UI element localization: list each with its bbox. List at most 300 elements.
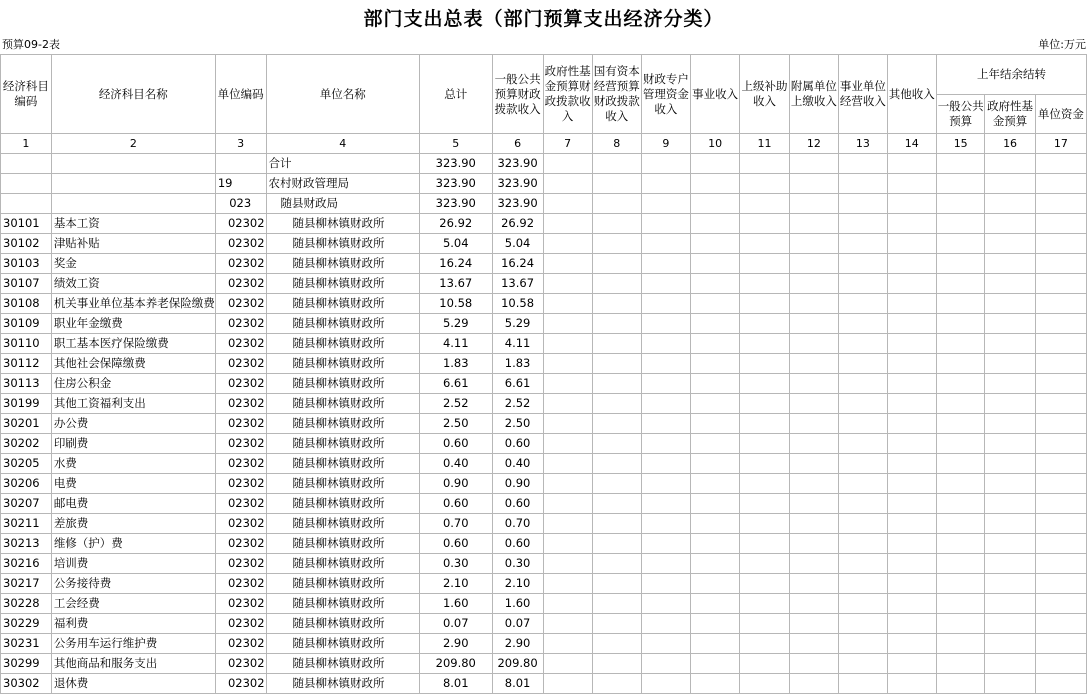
empty-cell [985,234,1035,254]
empty-cell [789,514,838,534]
empty-cell [641,534,690,554]
econ-name-cell: 邮电费 [51,494,215,514]
empty-cell [690,394,739,414]
total-cell: 16.24 [419,254,492,274]
total-cell: 13.67 [419,274,492,294]
empty-cell [985,594,1035,614]
empty-cell [740,394,789,414]
empty-cell [592,174,641,194]
general-budget-cell: 26.92 [492,214,543,234]
empty-cell [839,254,887,274]
general-budget-cell: 2.10 [492,574,543,594]
unit-name-cell: 随县柳林镇财政所 [266,494,419,514]
unit-code-cell: 02302 [215,314,266,334]
empty-cell [1035,334,1086,354]
empty-cell [985,214,1035,234]
unit-name-cell: 随县柳林镇财政所 [266,234,419,254]
econ-code-cell [1,194,52,214]
empty-cell [543,174,592,194]
empty-cell [839,674,887,694]
unit-code-cell: 02302 [215,354,266,374]
unit-code-cell: 02302 [215,574,266,594]
empty-cell [641,454,690,474]
empty-cell [887,334,936,354]
empty-cell [839,654,887,674]
econ-code-cell: 30109 [1,314,52,334]
column-number: 13 [839,134,887,154]
empty-cell [690,334,739,354]
total-cell: 26.92 [419,214,492,234]
empty-cell [740,634,789,654]
table-row [1,434,1087,454]
column-number: 15 [936,134,984,154]
general-budget-cell: 0.30 [492,554,543,574]
empty-cell [839,194,887,214]
general-budget-cell: 2.90 [492,634,543,654]
econ-name-cell: 退休费 [51,674,215,694]
econ-name-cell: 其他商品和服务支出 [51,654,215,674]
empty-cell [985,474,1035,494]
unit-code-cell: 02302 [215,454,266,474]
econ-name-cell: 公务用车运行维护费 [51,634,215,654]
econ-code-cell: 30112 [1,354,52,374]
empty-cell [592,394,641,414]
empty-cell [887,174,936,194]
empty-cell [1035,574,1086,594]
econ-code-cell: 30213 [1,534,52,554]
empty-cell [1035,154,1086,174]
empty-cell [740,374,789,394]
empty-cell [789,234,838,254]
header-econ-name: 经济科目名称 [51,55,215,134]
total-cell: 209.80 [419,654,492,674]
empty-cell [641,554,690,574]
empty-cell [592,194,641,214]
table-row [1,254,1087,274]
unit-name-cell: 随县柳林镇财政所 [266,254,419,274]
header-affiliated: 附属单位上缴收入 [789,55,838,134]
empty-cell [985,314,1035,334]
table-body [1,154,1087,694]
empty-cell [543,154,592,174]
empty-cell [592,454,641,474]
column-number: 7 [543,134,592,154]
empty-cell [690,294,739,314]
empty-cell [1035,494,1086,514]
empty-cell [641,174,690,194]
empty-cell [690,574,739,594]
empty-cell [592,254,641,274]
econ-name-cell: 住房公积金 [51,374,215,394]
empty-cell [740,574,789,594]
empty-cell [690,274,739,294]
econ-code-cell: 30228 [1,594,52,614]
empty-cell [839,374,887,394]
general-budget-cell: 5.04 [492,234,543,254]
empty-cell [641,334,690,354]
empty-cell [690,414,739,434]
empty-cell [690,174,739,194]
empty-cell [641,374,690,394]
empty-cell [839,394,887,414]
table-row [1,674,1087,694]
empty-cell [592,214,641,234]
unit-name-cell: 随县柳林镇财政所 [266,314,419,334]
empty-cell [1035,454,1086,474]
empty-cell [1035,674,1086,694]
general-budget-cell: 2.50 [492,414,543,434]
empty-cell [839,474,887,494]
unit-code-cell: 02302 [215,554,266,574]
unit-code-cell: 02302 [215,494,266,514]
unit-name-cell: 随县柳林镇财政所 [266,374,419,394]
unit-name-cell: 合计 [266,154,419,174]
econ-name-cell: 公务接待费 [51,574,215,594]
empty-cell [985,434,1035,454]
unit-code-cell [215,154,266,174]
empty-cell [887,534,936,554]
empty-cell [839,354,887,374]
empty-cell [543,674,592,694]
empty-cell [936,674,984,694]
empty-cell [592,294,641,314]
unit-code-cell: 02302 [215,434,266,454]
header-business-operation: 事业单位经营收入 [839,55,887,134]
table-row [1,374,1087,394]
unit-name-cell: 随县柳林镇财政所 [266,634,419,654]
empty-cell [936,554,984,574]
unit-name-cell: 随县财政局 [266,194,419,214]
empty-cell [1035,354,1086,374]
unit-label: 单位:万元 [1038,38,1086,51]
empty-cell [641,594,690,614]
econ-code-cell: 30302 [1,674,52,694]
econ-name-cell: 奖金 [51,254,215,274]
empty-cell [740,674,789,694]
empty-cell [641,494,690,514]
empty-cell [887,574,936,594]
sub-header-row [0,36,1087,53]
total-cell: 0.07 [419,614,492,634]
header-business-income: 事业收入 [690,55,739,134]
total-cell: 0.90 [419,474,492,494]
empty-cell [543,314,592,334]
general-budget-cell: 323.90 [492,194,543,214]
column-number-row [1,134,1087,154]
empty-cell [789,174,838,194]
empty-cell [887,394,936,414]
empty-cell [592,234,641,254]
empty-cell [690,474,739,494]
general-budget-cell: 4.11 [492,334,543,354]
general-budget-cell: 323.90 [492,174,543,194]
empty-cell [789,194,838,214]
general-budget-cell: 0.07 [492,614,543,634]
empty-cell [887,254,936,274]
empty-cell [936,634,984,654]
empty-cell [789,354,838,374]
empty-cell [641,154,690,174]
empty-cell [887,434,936,454]
general-budget-cell: 209.80 [492,654,543,674]
empty-cell [543,274,592,294]
unit-code-cell: 02302 [215,294,266,314]
empty-cell [1035,634,1086,654]
column-number: 2 [51,134,215,154]
empty-cell [592,334,641,354]
empty-cell [936,394,984,414]
empty-cell [543,574,592,594]
table-row [1,394,1087,414]
econ-code-cell: 30229 [1,614,52,634]
empty-cell [592,274,641,294]
empty-cell [936,574,984,594]
econ-code-cell: 30199 [1,394,52,414]
empty-cell [740,274,789,294]
unit-code-cell: 02302 [215,394,266,414]
econ-code-cell: 30110 [1,334,52,354]
empty-cell [985,174,1035,194]
empty-cell [1035,554,1086,574]
expenditure-table [0,54,1087,694]
header-gov-fund: 政府性基金预算财政拨款收入 [543,55,592,134]
econ-name-cell: 差旅费 [51,514,215,534]
empty-cell [839,214,887,234]
empty-cell [1035,394,1086,414]
econ-code-cell: 30113 [1,374,52,394]
total-cell: 323.90 [419,174,492,194]
empty-cell [887,194,936,214]
empty-cell [887,634,936,654]
empty-cell [641,614,690,634]
unit-name-cell: 随县柳林镇财政所 [266,674,419,694]
empty-cell [740,154,789,174]
empty-cell [690,434,739,454]
total-cell: 5.29 [419,314,492,334]
empty-cell [936,294,984,314]
empty-cell [887,234,936,254]
empty-cell [887,594,936,614]
empty-cell [641,294,690,314]
table-code: 预算09-2表 [2,38,60,51]
empty-cell [1035,254,1086,274]
empty-cell [936,254,984,274]
empty-cell [543,374,592,394]
empty-cell [985,634,1035,654]
general-budget-cell: 5.29 [492,314,543,334]
empty-cell [1035,474,1086,494]
empty-cell [789,334,838,354]
empty-cell [641,654,690,674]
general-budget-cell: 0.60 [492,534,543,554]
unit-code-cell: 02302 [215,274,266,294]
page-title: 部门支出总表（部门预算支出经济分类） [363,8,724,30]
empty-cell [789,474,838,494]
table-row [1,174,1087,194]
unit-name-cell: 随县柳林镇财政所 [266,414,419,434]
empty-cell [936,174,984,194]
total-cell: 2.90 [419,634,492,654]
unit-name-cell: 随县柳林镇财政所 [266,394,419,414]
empty-cell [1035,274,1086,294]
econ-code-cell: 30107 [1,274,52,294]
empty-cell [641,414,690,434]
econ-name-cell: 水费 [51,454,215,474]
empty-cell [985,534,1035,554]
column-number: 17 [1035,134,1086,154]
table-row [1,354,1087,374]
unit-name-cell: 随县柳林镇财政所 [266,214,419,234]
empty-cell [789,214,838,234]
unit-name-cell: 随县柳林镇财政所 [266,354,419,374]
unit-name-cell: 随县柳林镇财政所 [266,334,419,354]
empty-cell [789,494,838,514]
empty-cell [641,474,690,494]
empty-cell [592,474,641,494]
table-row [1,214,1087,234]
unit-code-cell: 02302 [215,474,266,494]
empty-cell [789,254,838,274]
empty-cell [936,434,984,454]
general-budget-cell: 0.60 [492,494,543,514]
empty-cell [641,354,690,374]
total-cell: 5.04 [419,234,492,254]
empty-cell [839,174,887,194]
table-row [1,554,1087,574]
table-row [1,454,1087,474]
unit-name-cell: 随县柳林镇财政所 [266,454,419,474]
empty-cell [936,534,984,554]
unit-name-cell: 随县柳林镇财政所 [266,274,419,294]
column-number: 12 [789,134,838,154]
empty-cell [641,194,690,214]
empty-cell [887,294,936,314]
empty-cell [985,674,1035,694]
empty-cell [887,614,936,634]
empty-cell [789,434,838,454]
empty-cell [641,634,690,654]
table-row [1,334,1087,354]
unit-name-cell: 随县柳林镇财政所 [266,294,419,314]
unit-code-cell: 02302 [215,254,266,274]
econ-name-cell [51,174,215,194]
empty-cell [690,594,739,614]
header-carry-general: 一般公共预算 [936,95,984,134]
econ-code-cell: 30201 [1,414,52,434]
empty-cell [985,654,1035,674]
empty-cell [839,554,887,574]
empty-cell [887,494,936,514]
econ-name-cell: 福利费 [51,614,215,634]
table-row [1,474,1087,494]
empty-cell [740,514,789,534]
empty-cell [543,554,592,574]
empty-cell [740,614,789,634]
empty-cell [690,534,739,554]
unit-code-cell: 02302 [215,414,266,434]
empty-cell [592,154,641,174]
empty-cell [690,314,739,334]
empty-cell [789,394,838,414]
table-row [1,194,1087,214]
empty-cell [592,554,641,574]
empty-cell [543,474,592,494]
econ-name-cell [51,154,215,174]
unit-code-cell: 02302 [215,654,266,674]
empty-cell [641,674,690,694]
empty-cell [592,374,641,394]
empty-cell [936,314,984,334]
empty-cell [985,334,1035,354]
empty-cell [543,234,592,254]
unit-name-cell: 随县柳林镇财政所 [266,514,419,534]
empty-cell [839,494,887,514]
empty-cell [740,534,789,554]
empty-cell [839,454,887,474]
empty-cell [936,334,984,354]
general-budget-cell: 6.61 [492,374,543,394]
empty-cell [592,674,641,694]
empty-cell [789,154,838,174]
general-budget-cell: 323.90 [492,154,543,174]
column-number: 11 [740,134,789,154]
table-row [1,594,1087,614]
empty-cell [887,314,936,334]
table-row [1,494,1087,514]
empty-cell [592,654,641,674]
empty-cell [592,594,641,614]
empty-cell [690,494,739,514]
header-unit-name: 单位名称 [266,55,419,134]
empty-cell [690,214,739,234]
econ-code-cell: 30231 [1,634,52,654]
unit-name-cell: 随县柳林镇财政所 [266,554,419,574]
empty-cell [839,274,887,294]
empty-cell [936,234,984,254]
empty-cell [543,654,592,674]
unit-name-cell: 随县柳林镇财政所 [266,574,419,594]
unit-code-cell: 02302 [215,674,266,694]
table-row [1,654,1087,674]
empty-cell [740,494,789,514]
econ-name-cell: 印刷费 [51,434,215,454]
empty-cell [543,294,592,314]
econ-name-cell: 其他工资福利支出 [51,394,215,414]
empty-cell [839,594,887,614]
empty-cell [740,234,789,254]
general-budget-cell: 10.58 [492,294,543,314]
unit-code-cell: 02302 [215,514,266,534]
empty-cell [985,274,1035,294]
empty-cell [789,674,838,694]
empty-cell [641,274,690,294]
total-cell: 0.60 [419,494,492,514]
general-budget-cell: 0.40 [492,454,543,474]
empty-cell [592,434,641,454]
header-state-capital: 国有资本经营预算财政拨款收入 [592,55,641,134]
header-other-income: 其他收入 [887,55,936,134]
empty-cell [641,434,690,454]
empty-cell [985,454,1035,474]
empty-cell [543,494,592,514]
empty-cell [789,374,838,394]
column-number: 14 [887,134,936,154]
econ-code-cell: 30216 [1,554,52,574]
empty-cell [592,514,641,534]
empty-cell [789,554,838,574]
empty-cell [887,674,936,694]
empty-cell [740,174,789,194]
